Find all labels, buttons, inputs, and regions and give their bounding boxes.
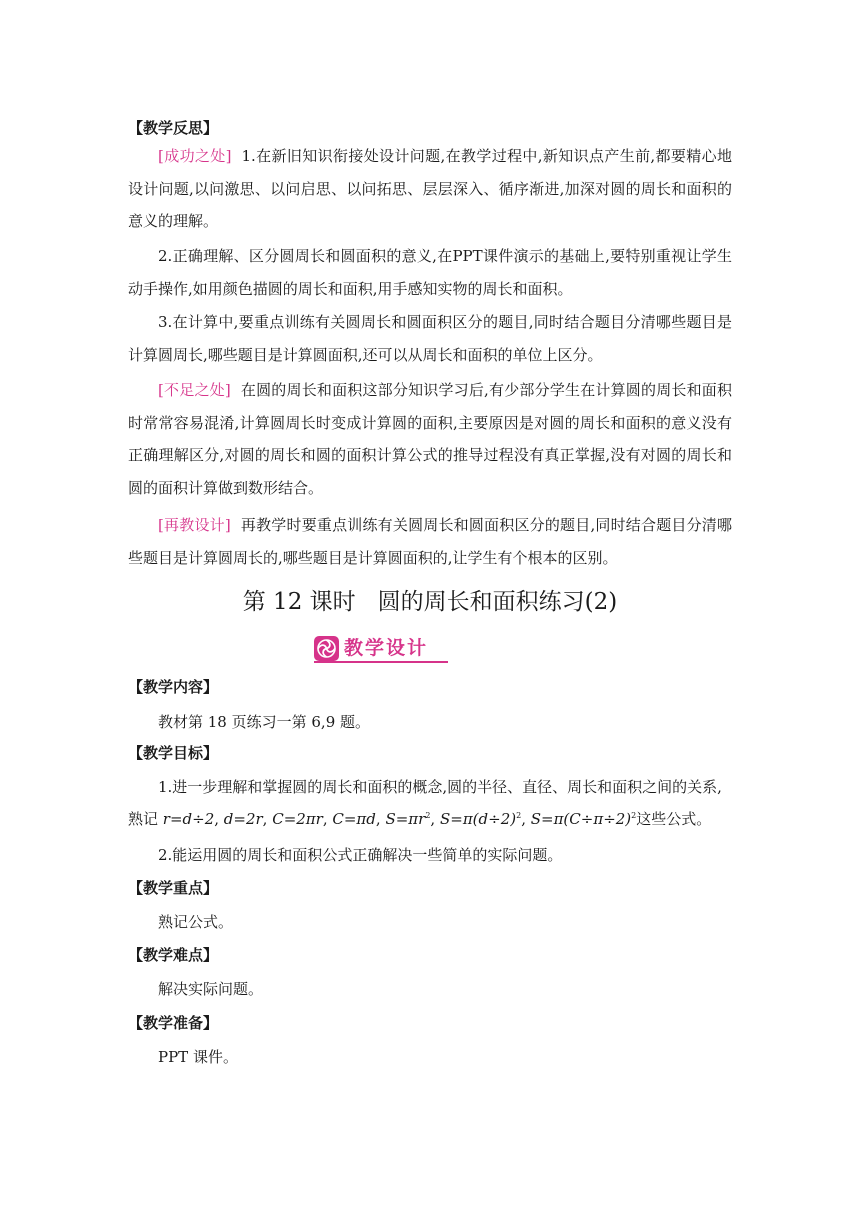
reflection-heading: 【教学反思】 (128, 119, 219, 137)
formula-area-radius: S=πr (385, 810, 426, 828)
lesson-title (0, 586, 860, 618)
formula-diameter: d=2r (223, 810, 263, 828)
success-text-1: 1.在新旧知识衔接处设计问题,在教学过程中,新知识点产生前,都要精心地设计问题,以问激思、以问启思、以问拓思、层层深入、循序渐进,加深对圆的周长和面积的意义的理解。 (128, 147, 732, 230)
preparation-heading: 【教学准备】 (128, 1014, 219, 1032)
formula-exponent: 2 (631, 811, 637, 820)
lesson-title-number: 第 12 课时 (242, 589, 356, 615)
banner-label: 教学设计 (344, 637, 429, 659)
swirl-logo-icon (314, 636, 339, 661)
success-paragraph-3: 3.在计算中,要重点训练有关圆周长和圆面积区分的题目,同时结合题目分清哪些题目是计算圆周长,哪些题目是计算圆面积,还可以从周长和面积的单位上区分。 (128, 313, 732, 364)
formula-suffix: 这些公式。 (636, 810, 712, 828)
key-points-heading: 【教学重点】 (128, 879, 219, 897)
goals-paragraph-2: 2.能运用圆的周长和面积公式正确解决一些简单的实际问题。 (158, 846, 563, 864)
success-paragraph (128, 140, 732, 238)
difficulties-heading: 【教学难点】 (128, 946, 219, 964)
teaching-design-banner (314, 636, 448, 663)
shortcoming-tag: [不足之处] (158, 381, 231, 399)
formula-circumference-radius: C=2πr (272, 810, 323, 828)
goals-paragraph-1: 1.进一步理解和掌握圆的周长和面积的概念,圆的半径、直径、周长和面积之间的关系, (158, 778, 722, 796)
content-text: 教材第 18 页练习一第 6,9 题。 (158, 713, 371, 731)
formula-radius: r=d÷2 (162, 810, 215, 828)
redesign-tag: [再教设计] (158, 516, 231, 534)
formula-circumference-diameter: C=πd (332, 810, 376, 828)
goals-heading: 【教学目标】 (128, 744, 219, 762)
redesign-text: 再教学时要重点训练有关圆周长和圆面积区分的题目,同时结合题目分清哪些题目是计算圆周长的,哪些题目是计算圆面积的,让学生有个根本的区别。 (128, 516, 732, 567)
lesson-title-topic: 圆的周长和面积练习(2) (377, 589, 618, 615)
success-tag: [成功之处] (158, 147, 232, 165)
success-paragraph-2: 2.正确理解、区分圆周长和圆面积的意义,在PPT课件演示的基础上,要特别重视让学生动手操作,如用颜色描圆的周长和面积,用手感知实物的周长和面积。 (128, 247, 732, 298)
preparation-text: PPT 课件。 (158, 1048, 238, 1066)
shortcoming-paragraph (128, 374, 732, 504)
key-points-text: 熟记公式。 (158, 913, 234, 931)
shortcoming-text: 在圆的周长和面积这部分知识学习后,有少部分学生在计算圆的周长和面积时常常容易混淆,计算圆周长时变成计算圆的面积,主要原因是对圆的周长和面积的意义没有正确理解区分,对圆的周长和圆的面积计算公式的推导过程没有真正掌握,没有对圆的周长和圆的面积计算做到数形结合。 (128, 381, 732, 497)
content-heading: 【教学内容】 (128, 678, 219, 696)
formula-exponent: 2 (425, 811, 431, 820)
formula-line: 熟记 r=d÷2, d=2r, C=2πr, C=πd, $S=\pi r^2$, $S=\pi(d\div 2)^2$, $S=\pi(C\div\pi\div 2)^2$这些公式。 (128, 810, 712, 828)
difficulties-text: 解决实际问题。 (158, 980, 264, 998)
formula-area-diameter: S=π(d÷2) (439, 810, 517, 828)
redesign-paragraph (128, 509, 732, 574)
formula-exponent: 2 (516, 811, 522, 820)
formula-prefix: 熟记 (128, 810, 163, 828)
formula-area-circumference: S=π(C÷π÷2) (530, 810, 632, 828)
